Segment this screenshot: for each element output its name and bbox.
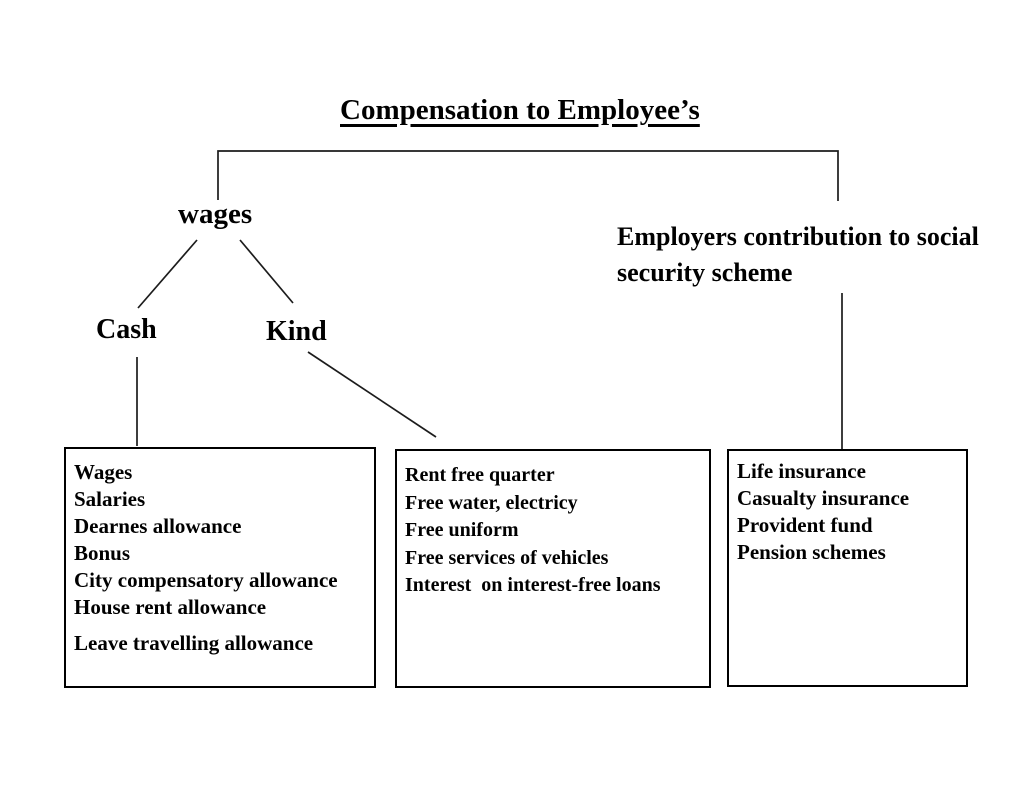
- connector-wages-cash: [138, 240, 197, 308]
- list-item: Free water, electricy: [405, 491, 578, 514]
- list-item: Life insurance: [737, 459, 866, 483]
- list-item: Provident fund: [737, 513, 873, 537]
- kind-items-box: [395, 449, 711, 688]
- list-item: Free services of vehicles: [405, 546, 609, 569]
- connector-bracket: [218, 151, 838, 201]
- list-item: Salaries: [74, 487, 146, 511]
- list-item: Free uniform: [405, 519, 519, 541]
- node-employers-contribution: Employers contribution to social security scheme: [617, 222, 979, 287]
- cash-items-box: [64, 447, 376, 688]
- node-cash: Cash: [96, 314, 157, 345]
- list-item: Interest on interest-free loans: [405, 574, 661, 596]
- list-item: City compensatory allowance: [74, 568, 338, 592]
- list-item: Pension schemes: [737, 540, 886, 564]
- list-item: Bonus: [74, 541, 131, 565]
- connector-kind-box: [308, 352, 436, 437]
- list-item: Casualty insurance: [737, 486, 910, 510]
- node-wages: wages: [178, 198, 253, 230]
- connector-wages-kind: [240, 240, 293, 303]
- diagram-title: Compensation to Employee’s: [340, 94, 700, 126]
- node-kind: Kind: [266, 316, 327, 347]
- list-item: Dearnes allowance: [74, 514, 242, 538]
- employer-items-box: [727, 449, 968, 687]
- list-item: Rent free quarter: [405, 464, 555, 486]
- list-item: House rent allowance: [74, 595, 267, 619]
- list-item: Leave travelling allowance: [74, 631, 314, 655]
- list-item: Wages: [74, 460, 133, 484]
